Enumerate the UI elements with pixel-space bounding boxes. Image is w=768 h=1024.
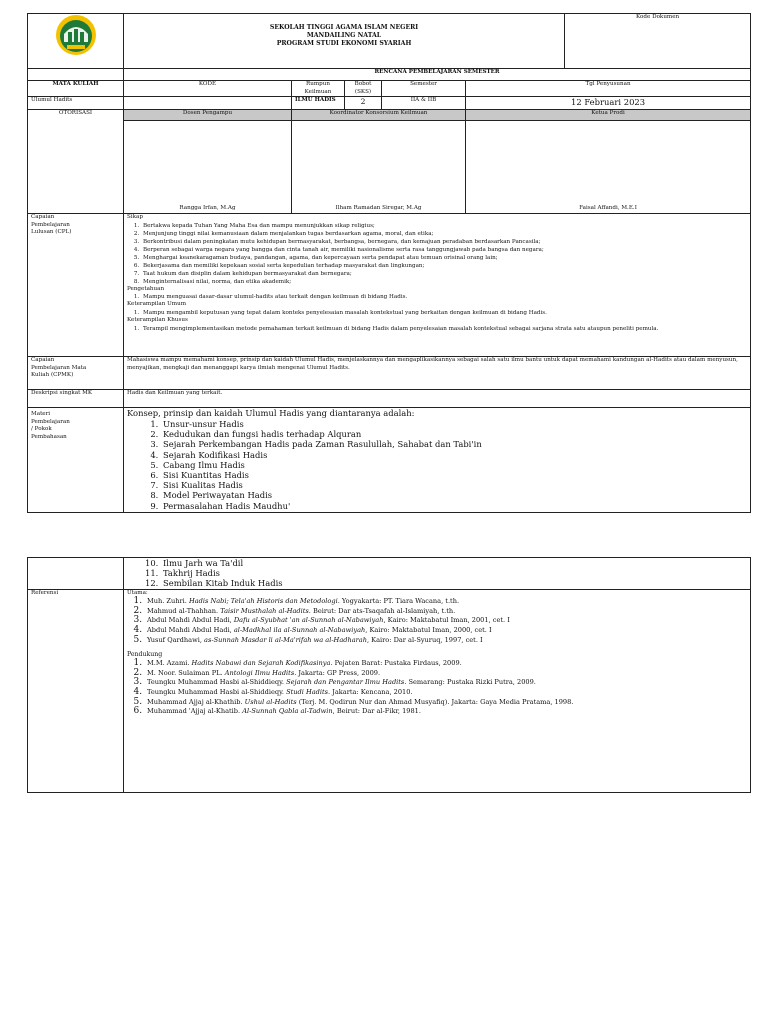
institution-logo (55, 14, 97, 56)
list-item: 3. Teungku Muhammad Hasbi al-Shiddieqy. Sejarah dan Pengantar Ilmu Hadits. Semarang: Pustaka Rizki Putra, 2009. (145, 678, 747, 688)
references-support-title: Pendukung (127, 651, 163, 659)
list-item: 3. Abdul Mahdi Abdul Hadi, Dafu al-Syubhat 'an al-Sunnah al-Nabawiyah, Kairo: Maktabatul Iman, 2001, cet. I (145, 616, 747, 626)
col-course-header: MATA KULIAH (28, 81, 124, 97)
list-item: 8. Model Periwayatan Hadis (161, 490, 747, 500)
umum-title: Keterampilan Umum (127, 301, 187, 308)
course-name: Ulumul Hadits (28, 97, 124, 110)
materials-label-line2: Pembelajaran (31, 418, 70, 425)
references-support-list (127, 659, 747, 717)
list-item: 9. Permasalahan Hadis Maudhu' (161, 501, 747, 511)
course-group: ILMU HADIS (292, 97, 345, 110)
course-weight: 2 (345, 97, 382, 110)
list-item: 11. Takhrij Hadis (161, 568, 747, 578)
coordinator-header: Koordinator Konsorsium Keilmuan (292, 110, 466, 121)
materials-label-line3: / Pokok (31, 426, 52, 433)
course-date: 12 Februari 2023 (466, 97, 751, 110)
cpl-content (124, 214, 751, 357)
head-name: Faisal Affandi, M.E.I (579, 204, 637, 211)
list-item: 4. Abdul Mahdi Abdul Hadi, al-Madkhal ila al-Sunnah al-Nabawiyah, Kairo: Maktabatul Iman, 2000, cet. I (145, 626, 747, 636)
references-main-list (127, 597, 747, 645)
list-item: 5. Muhammad Ajjaj al-Khathib. Ushul al-Hadits (Terj. M. Qodirun Nur dan Ahmad Musyafiq). Jakarta: Gaya Media Pratama, 1998. (145, 698, 747, 708)
materials-label-line1: Materi (31, 411, 51, 418)
list-item: 1. Unsur-unsur Hadis (161, 419, 747, 429)
list-item: 1. Terampil mengimplementasikan metode pemahaman terkait keilmuan di bidang Hadis dalam penyelesaian masalah kontekstual sebagai sarjana strata satu ataupun peneliti pemula. (141, 325, 747, 333)
list-item: 6. Bekerjasama dan memiliki kepekaan sosial serta kepedulian terhadap masyarakat dan lingkungan; (141, 262, 747, 270)
cpl-label-line1: Capaian (31, 214, 55, 221)
list-item: 5. Cabang Ilmu Hadis (161, 460, 747, 470)
list-item: 7. Sisi Kualitas Hadis (161, 480, 747, 490)
materials-continued (124, 558, 751, 590)
lecturer-name: Rangga Irfan, M.Ag (179, 204, 236, 211)
list-item: 1. Mampu menguasai dasar-dasar ulumul-hadits atau terkait dengan keilmuan di bidang Hadis. (141, 293, 747, 301)
list-item: 1. Muh. Zuhri. Hadis Nabi; Tela'ah Historis dan Metodologi. Yogyakarta: PT. Tiara Wacana, t.th. (145, 597, 747, 607)
col-date-header: Tgl Penyusunan (466, 81, 751, 97)
list-item: 1. M.M. Azami. Hadits Nabawi dan Sejarah Kodifikasinya. Pejaten Barat: Pustaka Firdaus, 2009. (145, 659, 747, 669)
list-item: 3. Berkontribusi dalam peningkatan mutu kehidupan bermasyarakat, berbangsa, bernegara, dan kemajuan peradaban berdasarkan Pancasila; (141, 238, 747, 246)
pengetahuan-title: Pengetahuan (127, 285, 165, 292)
authorization-label: OTORISASI (28, 110, 124, 214)
sikap-title: Sikap (127, 214, 143, 221)
sikap-list (127, 222, 747, 286)
cpl-label-line2: Pembelajaran (31, 221, 70, 228)
list-item: 12. Sembilan Kitab Induk Hadis (161, 578, 747, 588)
list-item: 8. Menginternalisasi nilai, norma, dan etika akademik; (141, 278, 747, 286)
pengetahuan-list (127, 293, 747, 301)
khusus-title: Keterampilan Khusus (127, 316, 188, 323)
coordinator-name: Ilham Ramadan Siregar, M.Ag (335, 204, 422, 211)
references-label: Referensi (28, 589, 124, 792)
references-main-title: Utama: (127, 589, 148, 596)
list-item: 1. Mampu mengambil keputusan yang tepat dalam konteks penyelesaian masalah kontekstual yang berkaitan dengan keilmuan di bidang Hadis. (141, 309, 747, 317)
institution-location: MANDAILING NATAL (306, 32, 382, 39)
list-item: 1. Bertakwa kepada Tuhan Yang Maha Esa dan mampu menunjukkan sikap religius; (141, 222, 747, 230)
cpmk-label-line2: Pembelajaran Mata (31, 364, 87, 371)
col-code-header: KODE (124, 81, 292, 97)
list-item: 2. Mahmud al-Thahhan. Taisir Musthalah al-Hadits. Beirut: Dar ats-Tsaqafah al-Islamiyah, t.th. (145, 607, 747, 617)
cpmk-label-line1: Capaian (31, 357, 55, 364)
list-item: 2. Menjunjung tinggi nilai kemanusiaan dalam menjalankan tugas berdasarkan agama, moral, dan etika; (141, 230, 747, 238)
col-semester-header: Semester (382, 81, 466, 97)
institution-name: SEKOLAH TINGGI AGAMA ISLAM NEGERI (269, 24, 419, 31)
list-item: 7. Taat hukum dan disiplin dalam kehidupan bermasyarakat dan bernegara; (141, 270, 747, 278)
cpl-label-line3: Lulusan (CPL) (31, 229, 72, 236)
page-title: RENCANA PEMBELAJARAN SEMESTER (124, 69, 751, 81)
khusus-list (127, 325, 747, 333)
cpmk-label-line3: Kuliah (CPMK) (31, 372, 74, 379)
list-item: 3. Sejarah Perkembangan Hadis pada Zaman Rasulullah, Sahabat dan Tabi'in (161, 439, 747, 449)
materials-label-line4: Pembahasan (31, 433, 67, 440)
col-group-header: Rumpun Keilmuan (292, 81, 345, 97)
list-item: 4. Berperan sebagai warga negara yang bangga dan cinta tanah air, memiliki nasionalisme serta rasa tanggungjawab pada bangsa dan negara; (141, 246, 747, 254)
list-item: 4. Sejarah Kodifikasi Hadis (161, 450, 747, 460)
course-code (124, 97, 292, 110)
lecturer-signature (124, 121, 292, 214)
coordinator-signature (292, 121, 466, 214)
list-item: 5. Yusuf Qardhawi, as-Sunnah Masdar li al-Ma'rifah wa al-Hadharah, Kairo: Dar al-Syuruq, 1997, cet. I (145, 636, 747, 646)
materials-content (124, 408, 751, 513)
doc-code-cell (565, 14, 751, 69)
materials-list-continued (127, 558, 747, 589)
doc-code-label: Kode Dokumen (636, 14, 680, 20)
logo-cell (28, 14, 124, 69)
cpmk-label (28, 357, 124, 390)
cpmk-text: Mahasiswa mampu memahami konsep, prinsip dan kaidah Ulumul Hadis, menjelaskannya dan mengaplikasikannya sebagai salah satu ilmu bantu untuk dapat memahami kandungan al-Hadits atau dalam menyusun, menyajikan, mengkaji dan menanggapi karya ilmiah mengenai Ulumul Hadits. (124, 357, 751, 390)
description-label: Deskripsi singkat MK (28, 390, 124, 408)
list-item: 5. Menghargai keanekaragaman budaya, pandangan, agama, dan kepercayaan serta pendapat atau temuan orisinal orang lain; (141, 254, 747, 262)
head-signature (466, 121, 751, 214)
list-item: 6. Muhammad 'Ajjaj al-Khatib. Al-Sunnah Qabla al-Tadwin, Beirut: Dar al-Fikr, 1981. (145, 707, 747, 717)
list-item: 6. Sisi Kuantitas Hadis (161, 470, 747, 480)
umum-list (127, 309, 747, 317)
list-item: 4. Teungku Muhammad Hasbi al-Shiddieqy. Studi Hadits. Jakarta: Kencana, 2010. (145, 688, 747, 698)
course-semester: IIA & IIB (382, 97, 466, 110)
rps-table-continued (27, 557, 751, 793)
list-item: 2. M. Noor. Sulaiman PL. Antologi Ilmu Hadits. Jakarta: GP Press, 2009. (145, 669, 747, 679)
materials-label (28, 408, 124, 513)
rps-table-main (27, 13, 751, 513)
list-item: 2. Kedudukan dan fungsi hadis terhadap Alquran (161, 429, 747, 439)
study-program: PROGRAM STUDI EKONOMI SYARIAH (276, 40, 412, 47)
materials-intro: Konsep, prinsip dan kaidah Ulumul Hadis yang diantaranya adalah: (127, 408, 415, 419)
list-item: 10. Ilmu Jarh wa Ta'dil (161, 558, 747, 568)
cpl-label (28, 214, 124, 357)
materials-list (127, 419, 747, 511)
head-header: Ketua Prodi (466, 110, 751, 121)
col-weight-header: Bobot (SKS) (345, 81, 382, 97)
references-content (124, 589, 751, 792)
description-text: Hadis dan Keilmuan yang terkait. (124, 390, 751, 408)
institution-header (124, 14, 565, 69)
lecturer-header: Dosen Pengampu (124, 110, 292, 121)
